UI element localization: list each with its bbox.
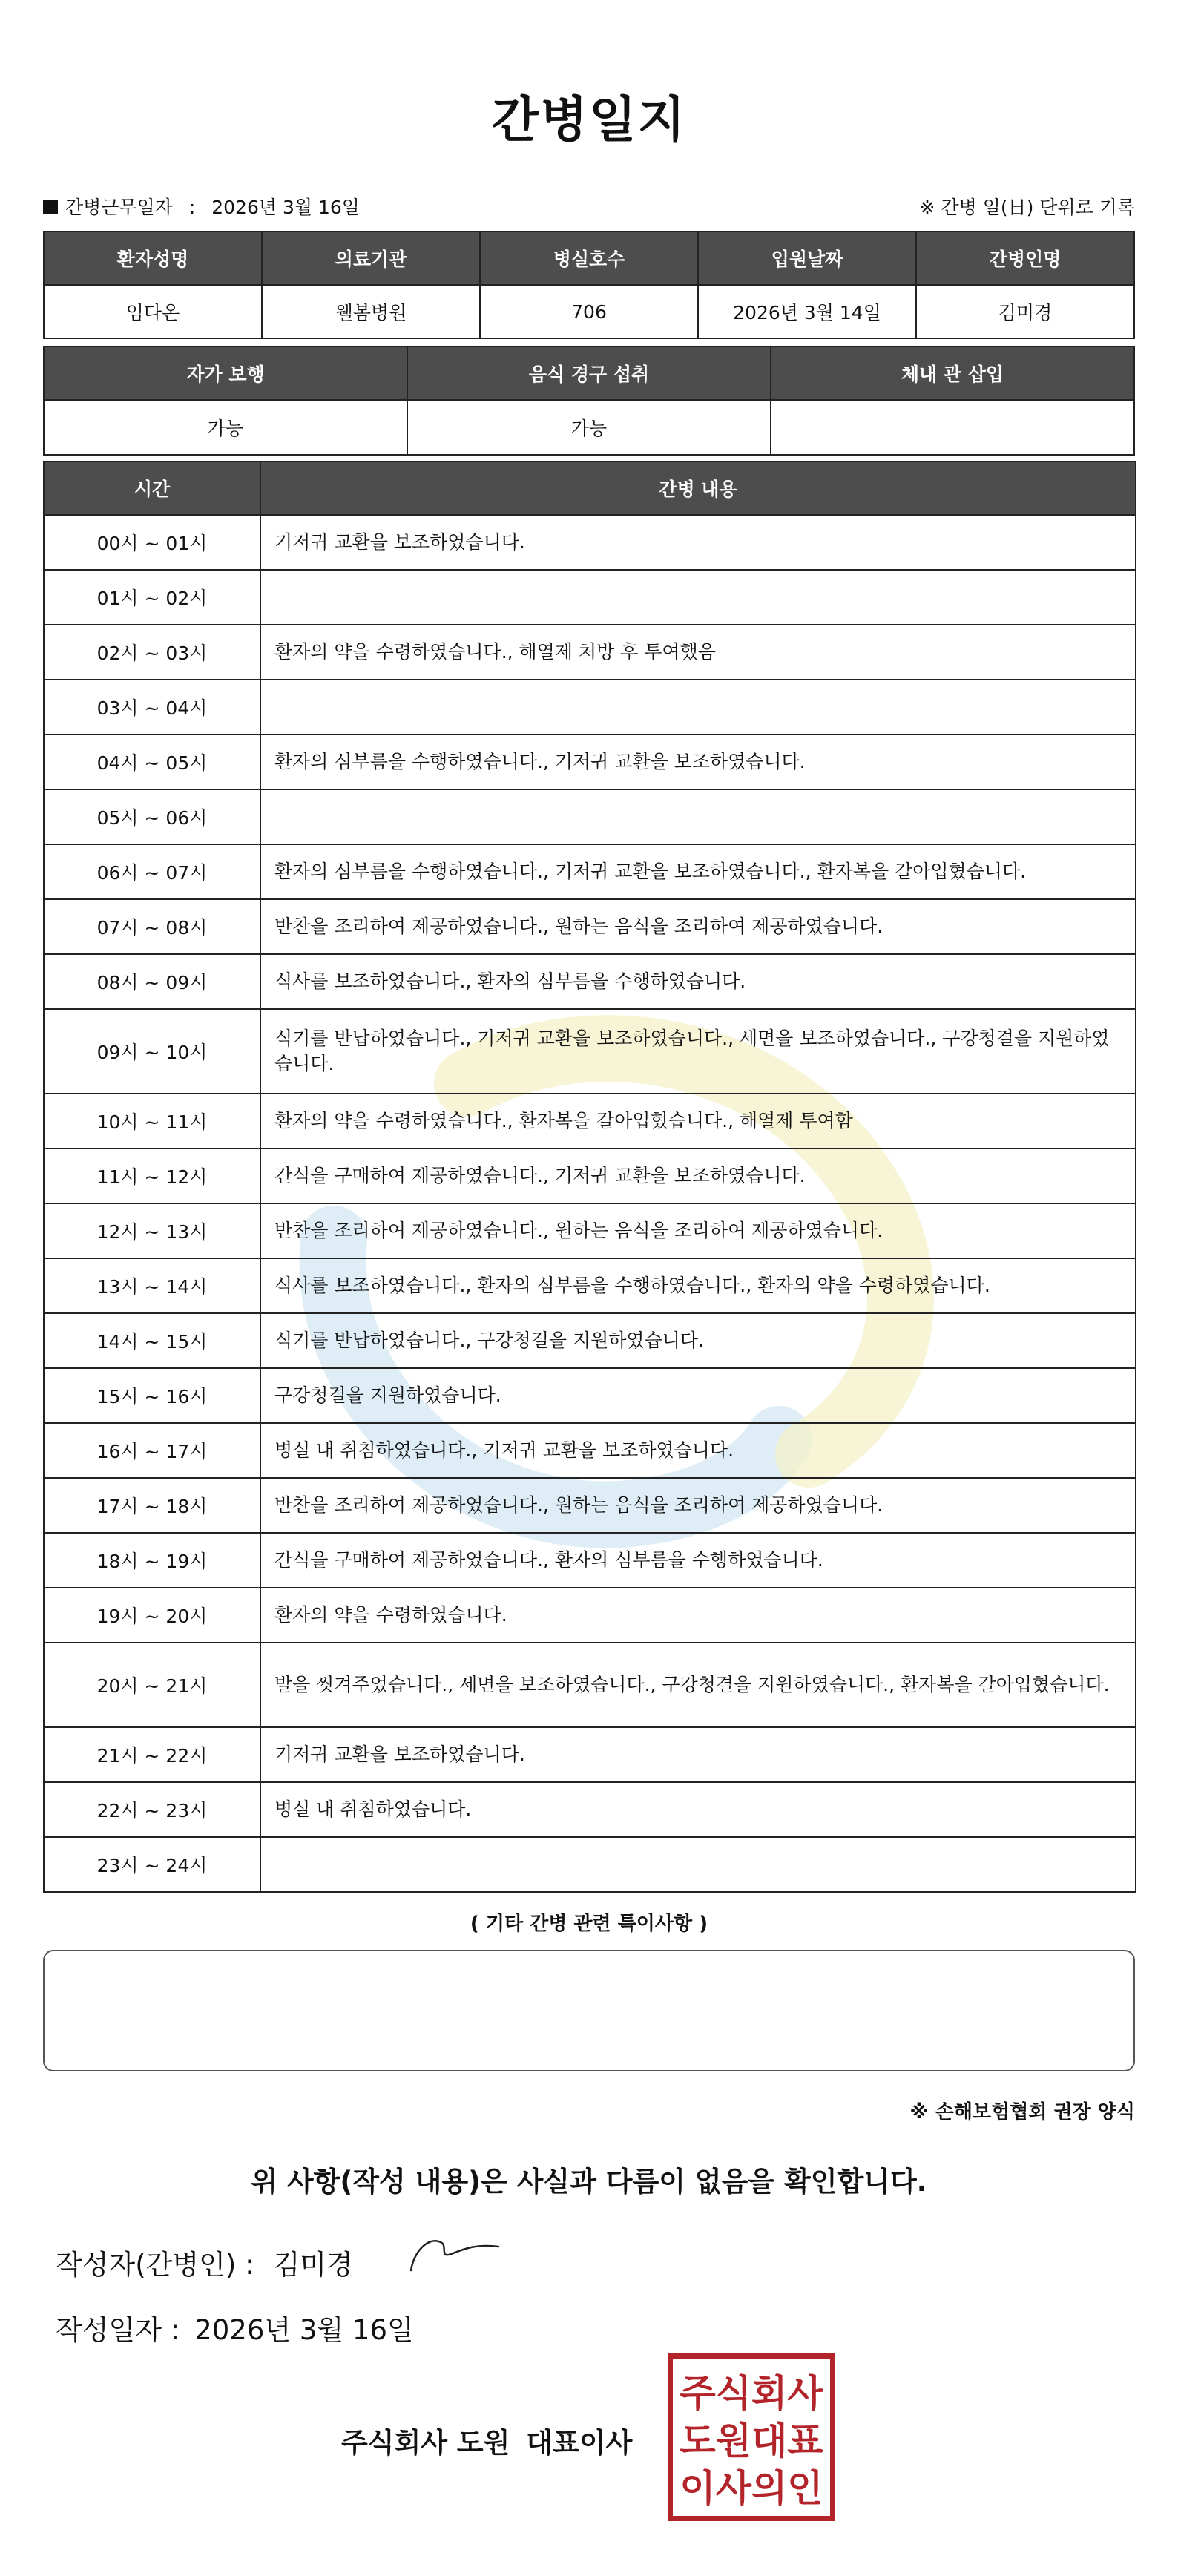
- log-time: 23시 ~ 24시: [44, 1837, 260, 1892]
- log-row: [44, 1643, 1136, 1727]
- log-time: 09시 ~ 10시: [44, 1009, 260, 1094]
- log-time: 17시 ~ 18시: [44, 1478, 260, 1533]
- log-time: 19시 ~ 20시: [44, 1588, 260, 1643]
- log-content: [260, 570, 1136, 625]
- log-time: 12시 ~ 13시: [44, 1203, 260, 1258]
- recommended-form-note: ※ 손해보험협회 권장 양식: [909, 2101, 1135, 2123]
- log-content: 환자의 약을 수령하였습니다.: [260, 1588, 1136, 1643]
- work-date-value: 2026년 3월 16일: [211, 197, 360, 218]
- log-content: 반찬을 조리하여 제공하였습니다., 원하는 음식을 조리하여 제공하였습니다.: [260, 1478, 1136, 1533]
- log-time: 21시 ~ 22시: [44, 1727, 260, 1782]
- log-content: 기저귀 교환을 보조하였습니다.: [260, 515, 1136, 570]
- header-room: 병실호수: [480, 231, 698, 285]
- confirmation-statement: 위 사항(작성 내용)은 사실과 다름이 없음을 확인합니다.: [251, 2166, 927, 2198]
- work-date-label: 간병근무일자: [65, 197, 173, 218]
- header-self-walking: 자가 보행: [44, 346, 407, 400]
- log-time: 15시 ~ 16시: [44, 1368, 260, 1423]
- patient-info-table: [43, 231, 1135, 339]
- header-patient-name: 환자성명: [44, 231, 262, 285]
- log-content: 병실 내 취침하였습니다.: [260, 1782, 1136, 1837]
- company-signature-line: [341, 2420, 632, 2460]
- log-content: 발을 씻겨주었습니다., 세면을 보조하였습니다., 구강청결을 지원하였습니다., 환자복을 갈아입혔습니다.: [260, 1643, 1136, 1727]
- log-content: 식기를 반납하였습니다., 구강청결을 지원하였습니다.: [260, 1313, 1136, 1368]
- log-time: 22시 ~ 23시: [44, 1782, 260, 1837]
- log-time: 20시 ~ 21시: [44, 1643, 260, 1727]
- written-date-value: 2026년 3월 16일: [194, 2314, 414, 2346]
- header-caregiver-name: 간병인명: [916, 231, 1134, 285]
- log-time: 02시 ~ 03시: [44, 625, 260, 680]
- log-row: [44, 515, 1136, 570]
- log-content: 반찬을 조리하여 제공하였습니다., 원하는 음식을 조리하여 제공하였습니다.: [260, 899, 1136, 954]
- log-time: 05시 ~ 06시: [44, 789, 260, 844]
- oral-intake-value: 가능: [407, 400, 771, 455]
- patient-name: 임다온: [44, 285, 262, 338]
- representative-title: 대표이사: [526, 2427, 633, 2459]
- log-row: [44, 570, 1136, 625]
- care-log-table: [43, 461, 1136, 1893]
- log-content: [260, 1837, 1136, 1892]
- log-row: [44, 844, 1136, 899]
- log-row: [44, 1588, 1136, 1643]
- log-row: [44, 625, 1136, 680]
- patient-status-table: [43, 346, 1135, 456]
- writer-label: 작성자(간병인) :: [56, 2249, 254, 2281]
- log-content: 반찬을 조리하여 제공하였습니다., 원하는 음식을 조리하여 제공하였습니다.: [260, 1203, 1136, 1258]
- header-time: 시간: [44, 461, 260, 515]
- seal-graphic: [673, 2359, 830, 2516]
- log-time: 00시 ~ 01시: [44, 515, 260, 570]
- log-row: [44, 1313, 1136, 1368]
- log-row: [44, 1094, 1136, 1149]
- log-row: [44, 1478, 1136, 1533]
- log-row: [44, 1009, 1136, 1094]
- writer-name: 김미경: [273, 2249, 353, 2281]
- log-content: 환자의 약을 수령하였습니다., 해열제 처방 후 투여했음: [260, 625, 1136, 680]
- log-time: 08시 ~ 09시: [44, 954, 260, 1009]
- log-row: [44, 735, 1136, 789]
- log-time: 10시 ~ 11시: [44, 1094, 260, 1149]
- self-walking-value: 가능: [44, 400, 407, 455]
- written-date-line: [56, 2307, 414, 2347]
- log-content: 간식을 구매하여 제공하였습니다., 환자의 심부름을 수행하였습니다.: [260, 1533, 1136, 1588]
- log-time: 01시 ~ 02시: [44, 570, 260, 625]
- log-row: [44, 1149, 1136, 1203]
- log-row: [44, 1203, 1136, 1258]
- log-row: [44, 1782, 1136, 1837]
- log-row: [44, 1837, 1136, 1892]
- header-care-content: 간병 내용: [260, 461, 1136, 515]
- log-row: [44, 1423, 1136, 1478]
- work-date: [43, 193, 360, 220]
- seal-line-3: 이사의인: [680, 2467, 823, 2510]
- log-time: 04시 ~ 05시: [44, 735, 260, 789]
- log-content: [260, 680, 1136, 735]
- log-content: 식사를 보조하였습니다., 환자의 심부름을 수행하였습니다., 환자의 약을 수령하였습니다.: [260, 1258, 1136, 1313]
- log-content: 간식을 구매하여 제공하였습니다., 기저귀 교환을 보조하였습니다.: [260, 1149, 1136, 1203]
- header-admission-date: 입원날짜: [698, 231, 916, 285]
- log-row: [44, 954, 1136, 1009]
- work-date-row: [43, 191, 1135, 221]
- log-time: 06시 ~ 07시: [44, 844, 260, 899]
- document-title: 간병일지: [491, 91, 687, 148]
- log-content: 환자의 심부름을 수행하였습니다., 기저귀 교환을 보조하였습니다.: [260, 735, 1136, 789]
- company-seal: [668, 2353, 835, 2521]
- log-row: [44, 899, 1136, 954]
- log-content: [260, 789, 1136, 844]
- writer-line: [56, 2242, 353, 2282]
- room-number: 706: [480, 285, 698, 338]
- log-content: 식사를 보조하였습니다., 환자의 심부름을 수행하였습니다.: [260, 954, 1136, 1009]
- special-notes-title: ( 기타 간병 관련 특이사항 ): [470, 1913, 708, 1935]
- log-time: 11시 ~ 12시: [44, 1149, 260, 1203]
- header-oral-intake: 음식 경구 섭취: [407, 346, 771, 400]
- signature: [407, 2229, 503, 2273]
- log-row: [44, 680, 1136, 735]
- admission-date: 2026년 3월 14일: [698, 285, 916, 338]
- log-content: 기저귀 교환을 보조하였습니다.: [260, 1727, 1136, 1782]
- log-content: 구강청결을 지원하였습니다.: [260, 1368, 1136, 1423]
- seal-line-2: 도원대표: [680, 2419, 823, 2462]
- header-tube-insertion: 체내 관 삽입: [771, 346, 1134, 400]
- log-row: [44, 789, 1136, 844]
- square-bullet-icon: [43, 200, 58, 214]
- log-content: 병실 내 취침하였습니다., 기저귀 교환을 보조하였습니다.: [260, 1423, 1136, 1478]
- log-content: 식기를 반납하였습니다., 기저귀 교환을 보조하였습니다., 세면을 보조하였습니다., 구강청결을 지원하였습니다.: [260, 1009, 1136, 1094]
- seal-line-1: 주식회사: [680, 2372, 823, 2415]
- care-log-rows: [44, 515, 1136, 1892]
- caregiver-name: 김미경: [916, 285, 1134, 338]
- written-date-label: 작성일자 :: [56, 2314, 180, 2346]
- log-time: 14시 ~ 15시: [44, 1313, 260, 1368]
- log-row: [44, 1533, 1136, 1588]
- header-hospital: 의료기관: [262, 231, 480, 285]
- log-time: 03시 ~ 04시: [44, 680, 260, 735]
- log-content: 환자의 약을 수령하였습니다., 환자복을 갈아입혔습니다., 해열제 투여함: [260, 1094, 1136, 1149]
- log-time: 18시 ~ 19시: [44, 1533, 260, 1588]
- work-date-separator: :: [188, 197, 196, 218]
- special-notes-box: [43, 1950, 1135, 2071]
- record-unit-note: ※ 간병 일(日) 단위로 기록: [919, 197, 1135, 218]
- log-row: [44, 1368, 1136, 1423]
- log-row: [44, 1727, 1136, 1782]
- log-time: 16시 ~ 17시: [44, 1423, 260, 1478]
- log-content: 환자의 심부름을 수행하였습니다., 기저귀 교환을 보조하였습니다., 환자복을 갈아입혔습니다.: [260, 844, 1136, 899]
- hospital-name: 웰봄병원: [262, 285, 480, 338]
- tube-insertion-value: [771, 400, 1134, 455]
- company-name: 주식회사 도원: [341, 2427, 510, 2459]
- log-time: 07시 ~ 08시: [44, 899, 260, 954]
- log-row: [44, 1258, 1136, 1313]
- log-time: 13시 ~ 14시: [44, 1258, 260, 1313]
